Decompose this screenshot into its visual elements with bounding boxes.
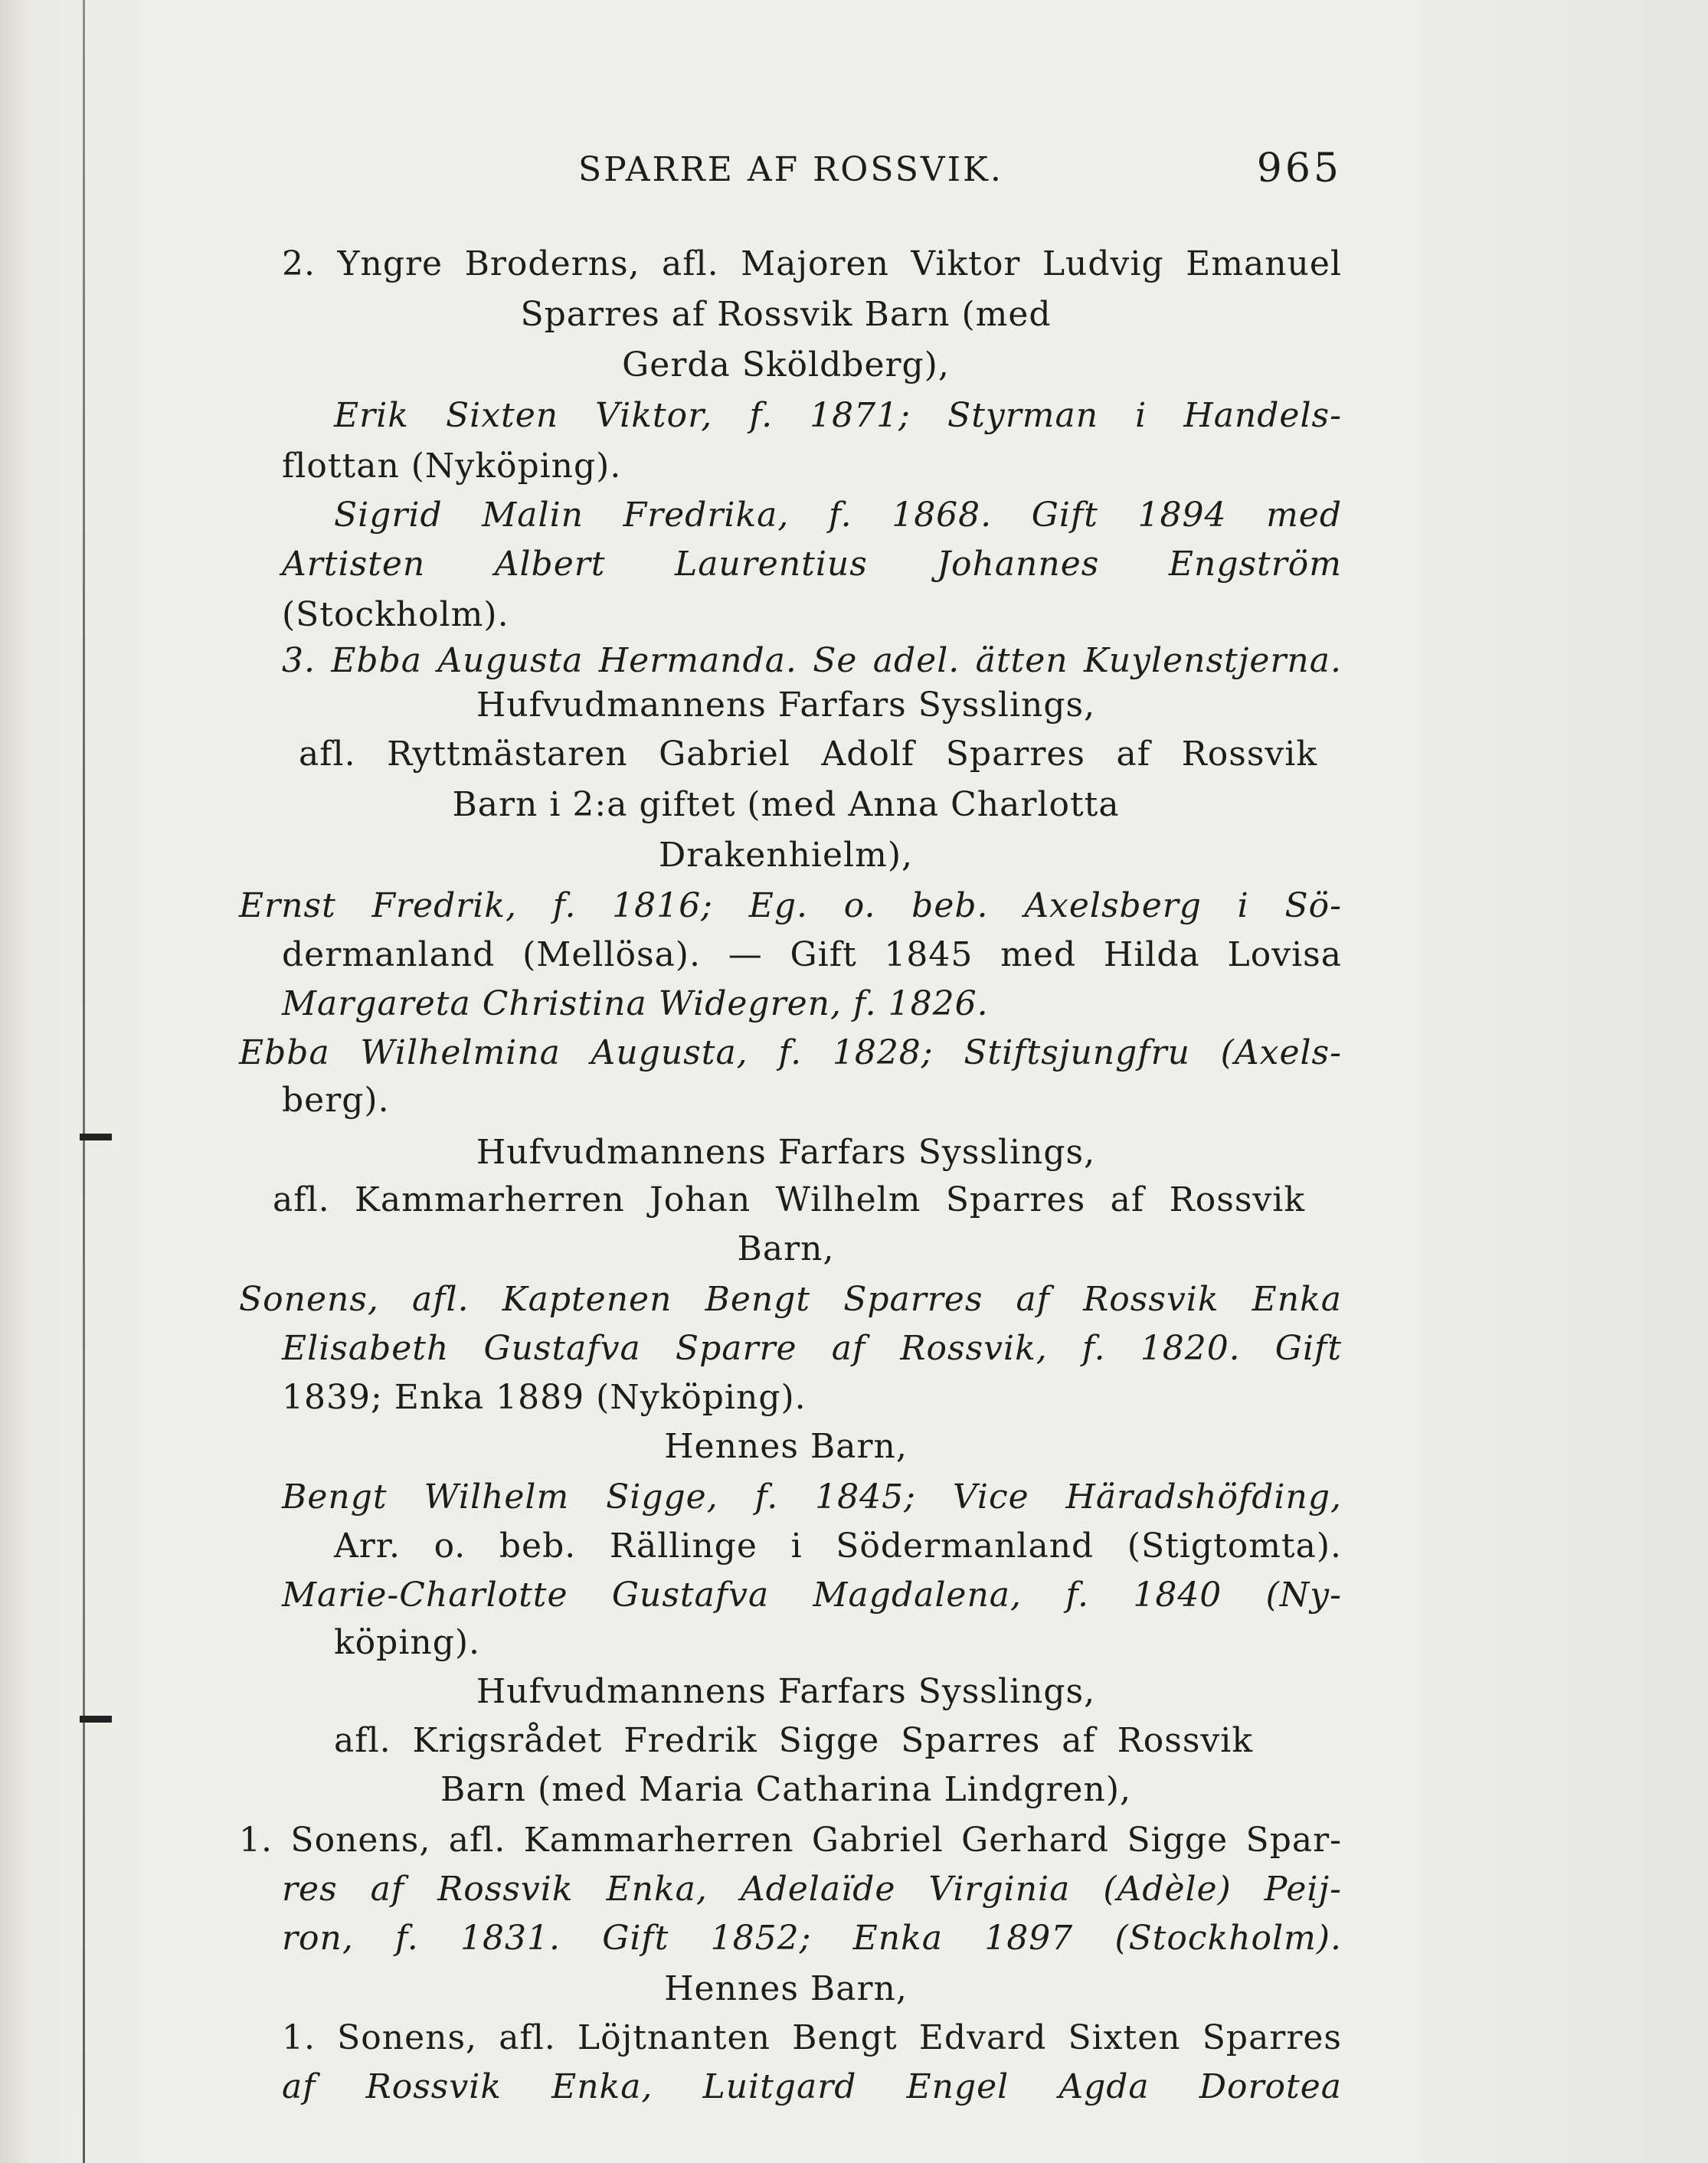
section-heading: Hennes Barn,	[664, 1427, 908, 1466]
text-line: 3. Ebba Augusta Hermanda. Se adel. ätten Kuylenstjerna.	[282, 641, 1342, 680]
text-line: afl. Krigsrådet Fredrik Sigge Sparres af Rossvik	[334, 1721, 1253, 1760]
text-line: Sonens, afl. Kaptenen Bengt Sparres af Rossvik Enka	[239, 1280, 1342, 1319]
page-number: 965	[1256, 146, 1342, 191]
text-line: Sparres af Rossvik Barn (med	[520, 295, 1052, 334]
text-line: Ernst Fredrik, f. 1816; Eg. o. beb. Axelsberg i Sö-	[239, 886, 1342, 925]
binding-mark	[80, 1716, 112, 1723]
text-line: köping).	[334, 1623, 481, 1662]
text-line: 1. Sonens, afl. Löjtnanten Bengt Edvard Sixten Sparres	[282, 2018, 1342, 2057]
section-heading: Hufvudmannens Farfars Sysslings,	[476, 686, 1096, 725]
text-line: Bengt Wilhelm Sigge, f. 1845; Vice Häradshöfding,	[282, 1477, 1342, 1517]
text-line: Sigrid Malin Fredrika, f. 1868. Gift 1894 med	[334, 496, 1342, 535]
page-header	[230, 146, 1342, 204]
text-line: Elisabeth Gustafva Sparre af Rossvik, f. 1820. Gift	[282, 1329, 1342, 1368]
section-heading: Hufvudmannens Farfars Sysslings,	[476, 1672, 1096, 1711]
text-line: dermanland (Mellösa). — Gift 1845 med Hilda Lovisa	[282, 935, 1342, 974]
text-line: Arr. o. beb. Rällinge i Södermanland (Stigtomta).	[334, 1527, 1342, 1566]
text-line: 1839; Enka 1889 (Nyköping).	[282, 1378, 807, 1417]
text-line: ron, f. 1831. Gift 1852; Enka 1897 (Stockholm).	[282, 1919, 1342, 1958]
text-line: res af Rossvik Enka, Adelaïde Virginia (Adèle) Peij-	[282, 1870, 1342, 1909]
text-line: berg).	[282, 1081, 390, 1120]
binding-mark	[80, 1134, 112, 1140]
binding-edge	[83, 0, 85, 2163]
text-line: Drakenhielm),	[659, 836, 913, 875]
text-line: Artisten Albert Laurentius Johannes Engström	[282, 545, 1342, 584]
text-line: Barn,	[737, 1229, 835, 1268]
text-line: afl. Kammarherren Johan Wilhelm Sparres af Rossvik	[273, 1180, 1305, 1219]
text-line: af Rossvik Enka, Luitgard Engel Agda Dorotea	[282, 2067, 1342, 2106]
text-line: Erik Sixten Viktor, f. 1871; Styrman i Handels-	[334, 396, 1342, 435]
text-line: (Stockholm).	[282, 595, 509, 634]
text-line: Barn i 2:a giftet (med Anna Charlotta	[452, 785, 1120, 824]
text-line: flottan (Nyköping).	[282, 447, 622, 486]
section-heading: Hufvudmannens Farfars Sysslings,	[476, 1133, 1096, 1172]
text-line: Ebba Wilhelmina Augusta, f. 1828; Stiftsjungfru (Axels-	[239, 1033, 1342, 1072]
text-line: 2. Yngre Broderns, afl. Majoren Viktor Ludvig Emanuel	[282, 244, 1342, 283]
running-title: SPARRE AF ROSSVIK.	[578, 150, 1003, 189]
text-line: Margareta Christina Widegren, f. 1826.	[282, 984, 989, 1023]
section-heading: Hennes Barn,	[664, 1969, 908, 2008]
text-line: Marie-Charlotte Gustafva Magdalena, f. 1840 (Ny-	[282, 1576, 1342, 1615]
text-line: afl. Ryttmästaren Gabriel Adolf Sparres af Rossvik	[299, 735, 1317, 774]
text-line: Gerda Sköldberg),	[622, 345, 950, 384]
text-line: 1. Sonens, afl. Kammarherren Gabriel Gerhard Sigge Spar-	[239, 1821, 1342, 1860]
text-line: Barn (med Maria Catharina Lindgren),	[440, 1770, 1131, 1809]
